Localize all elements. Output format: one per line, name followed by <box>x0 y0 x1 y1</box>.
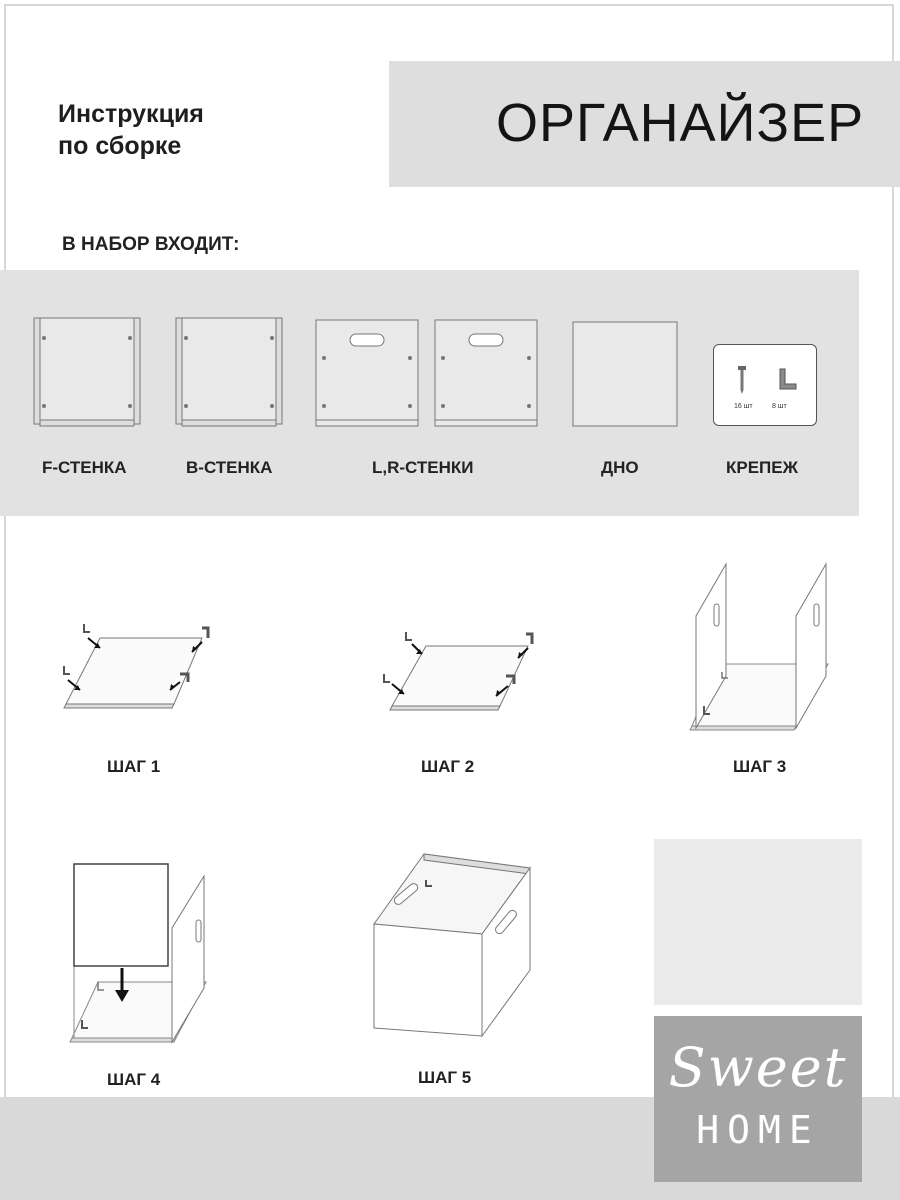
step-1-label: ШАГ 1 <box>107 757 161 776</box>
heading-line-2: по сборке <box>58 132 182 160</box>
step-3-diagram <box>688 560 834 736</box>
product-title: ОРГАНАЙЗЕР <box>496 93 865 153</box>
step-4-label: ШАГ 4 <box>107 1070 161 1089</box>
instruction-heading <box>58 98 204 162</box>
step-1-diagram <box>52 620 222 712</box>
corner-bracket-icon <box>776 367 798 393</box>
logo-line-2: HOME <box>696 1108 820 1152</box>
screw-icon <box>736 365 748 395</box>
kit-label-bottom: ДНО <box>601 458 639 477</box>
kit-label-lr-walls: L,R-СТЕНКИ <box>372 458 474 477</box>
step-2-diagram <box>376 628 546 712</box>
screw-count: 16 шт <box>734 403 753 410</box>
l-wall-panel-illustration <box>314 318 422 430</box>
heading-line-1: Инструкция <box>58 100 204 128</box>
f-wall-panel-illustration <box>32 316 144 430</box>
kit-label-fasteners: КРЕПЕЖ <box>726 458 798 477</box>
step-5-label: ШАГ 5 <box>418 1068 472 1087</box>
step-3-label: ШАГ 3 <box>733 757 787 776</box>
logo-line-1: Sweet <box>668 1036 848 1099</box>
b-wall-panel-illustration <box>174 316 286 430</box>
step-5-diagram <box>368 850 534 1040</box>
kit-heading: В НАБОР ВХОДИТ: <box>62 234 240 255</box>
step-4-diagram <box>68 862 218 1046</box>
brand-logo <box>654 1016 862 1182</box>
r-wall-panel-illustration <box>433 318 541 430</box>
step-2-label: ШАГ 2 <box>421 757 475 776</box>
decorative-gray-square <box>654 839 862 1005</box>
fasteners-box <box>713 344 817 426</box>
bottom-panel-illustration <box>571 320 681 430</box>
kit-label-b-wall: B-СТЕНКА <box>186 458 273 477</box>
kit-label-f-wall: F-СТЕНКА <box>42 458 127 477</box>
bracket-count: 8 шт <box>772 403 787 410</box>
